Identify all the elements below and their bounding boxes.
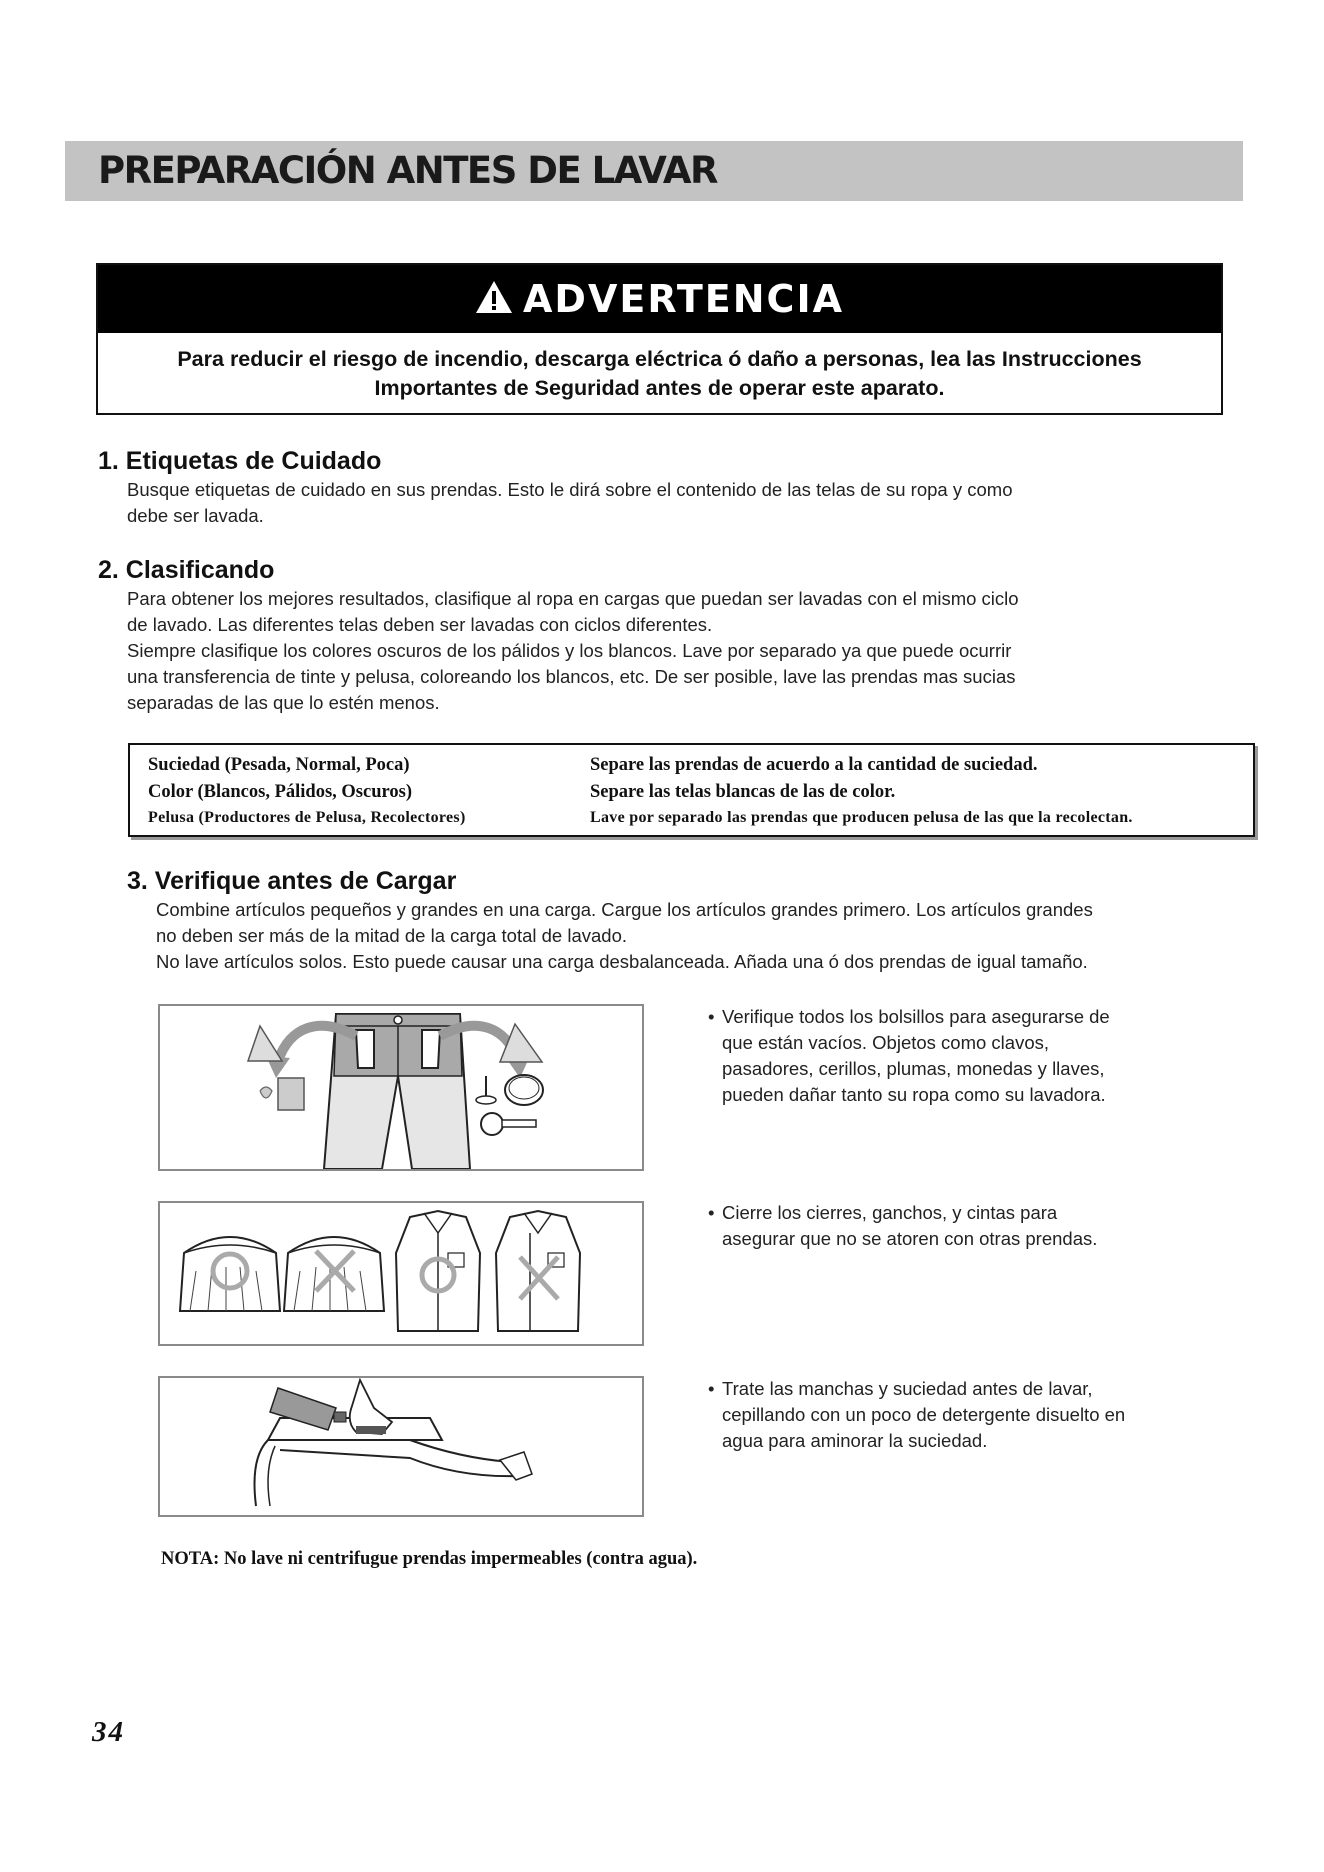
stain-pretreat-illustration	[158, 1376, 644, 1517]
warning-title: ADVERTENCIA	[523, 277, 844, 321]
pants-pockets-illustration	[158, 1004, 644, 1171]
section-heading-sorting: 2. Clasificando	[98, 556, 275, 584]
tip-text	[708, 1200, 1208, 1252]
sort-instruction: Separe las telas blancas de las de color.	[590, 782, 896, 802]
page-title: PREPARACIÓN ANTES DE LAVAR	[98, 149, 718, 192]
tip-line: cepillando con un poco de detergente disuelto en	[722, 1404, 1126, 1425]
section-body-check-before-loading	[156, 897, 1256, 975]
paragraph-line: de lavado. Las diferentes telas deben ser lavadas con ciclos diferentes.	[127, 614, 713, 635]
section-body-care-labels	[127, 477, 1187, 529]
bullet-icon: •	[708, 1202, 715, 1223]
zippers-hooks-illustration	[158, 1201, 644, 1346]
tip-text	[708, 1004, 1208, 1108]
tip-line: Verifique todos los bolsillos para asegurarse de	[722, 1006, 1110, 1027]
tip-treat-stains	[708, 1376, 1208, 1454]
section-heading-care-labels: 1. Etiquetas de Cuidado	[98, 447, 382, 475]
paragraph-line: Siempre clasifique los colores oscuros de los pálidos y los blancos. Lave por separado ya que puede ocurrir	[127, 640, 1012, 661]
sorting-table	[128, 743, 1255, 837]
sort-instruction: Separe las prendas de acuerdo a la cantidad de suciedad.	[590, 755, 1038, 775]
tip-check-pockets	[708, 1004, 1208, 1108]
bullet-icon: •	[708, 1378, 715, 1399]
bullet-icon: •	[708, 1006, 715, 1027]
paragraph-line: separadas de las que lo estén menos.	[127, 692, 440, 713]
warning-line: Para reducir el riesgo de incendio, descarga eléctrica ó daño a personas, lea las Instrucciones	[177, 347, 1142, 371]
paragraph-line: debe ser lavada.	[127, 505, 264, 526]
sort-category: Suciedad (Pesada, Normal, Poca)	[148, 755, 410, 775]
tip-line: que están vacíos. Objetos como clavos,	[722, 1032, 1050, 1053]
tip-line: agua para aminorar la suciedad.	[722, 1430, 988, 1451]
paragraph-line: una transferencia de tinte y pelusa, coloreando los blancos, etc. De ser posible, lave las prendas mas sucias	[127, 666, 1016, 687]
warning-line: Importantes de Seguridad antes de operar este aparato.	[374, 376, 945, 400]
table-row	[148, 805, 1245, 831]
paragraph-line: Para obtener los mejores resultados, clasifique al ropa en cargas que puedan ser lavadas con el mismo ciclo	[127, 588, 1019, 609]
warning-text	[108, 345, 1211, 403]
note-text: NOTA: No lave ni centrifugue prendas impermeables (contra agua).	[161, 1549, 698, 1569]
tip-close-zippers	[708, 1200, 1208, 1252]
warning-header	[98, 265, 1221, 333]
table-row	[148, 752, 1245, 778]
section-body-sorting	[127, 586, 1187, 716]
paragraph-line: No lave artículos solos. Esto puede causar una carga desbalanceada. Añada una ó dos prendas de igual tamaño.	[156, 951, 1088, 972]
warning-box	[96, 263, 1223, 415]
page-number: 34	[92, 1716, 125, 1748]
paragraph-line: no deben ser más de la mitad de la carga total de lavado.	[156, 925, 628, 946]
table-row	[148, 779, 1245, 805]
sort-category: Pelusa (Productores de Pelusa, Recolectores)	[148, 809, 466, 826]
sort-category: Color (Blancos, Pálidos, Oscuros)	[148, 782, 412, 802]
tip-line: pasadores, cerillos, plumas, monedas y llaves,	[722, 1058, 1105, 1079]
tip-line: Trate las manchas y suciedad antes de lavar,	[722, 1378, 1093, 1399]
tip-text	[708, 1376, 1208, 1454]
tip-line: asegurar que no se atoren con otras prendas.	[722, 1228, 1098, 1249]
warning-triangle-icon	[475, 280, 513, 319]
tip-line: Cierre los cierres, ganchos, y cintas para	[722, 1202, 1058, 1223]
section-heading-check-before-loading: 3. Verifique antes de Cargar	[127, 867, 457, 895]
paragraph-line: Busque etiquetas de cuidado en sus prendas. Esto le dirá sobre el contenido de las telas de su ropa y como	[127, 479, 1013, 500]
tip-line: pueden dañar tanto su ropa como su lavadora.	[722, 1084, 1106, 1105]
sort-instruction: Lave por separado las prendas que producen pelusa de las que la recolectan.	[590, 809, 1133, 826]
paragraph-line: Combine artículos pequeños y grandes en una carga. Cargue los artículos grandes primero. Los artículos grandes	[156, 899, 1093, 920]
